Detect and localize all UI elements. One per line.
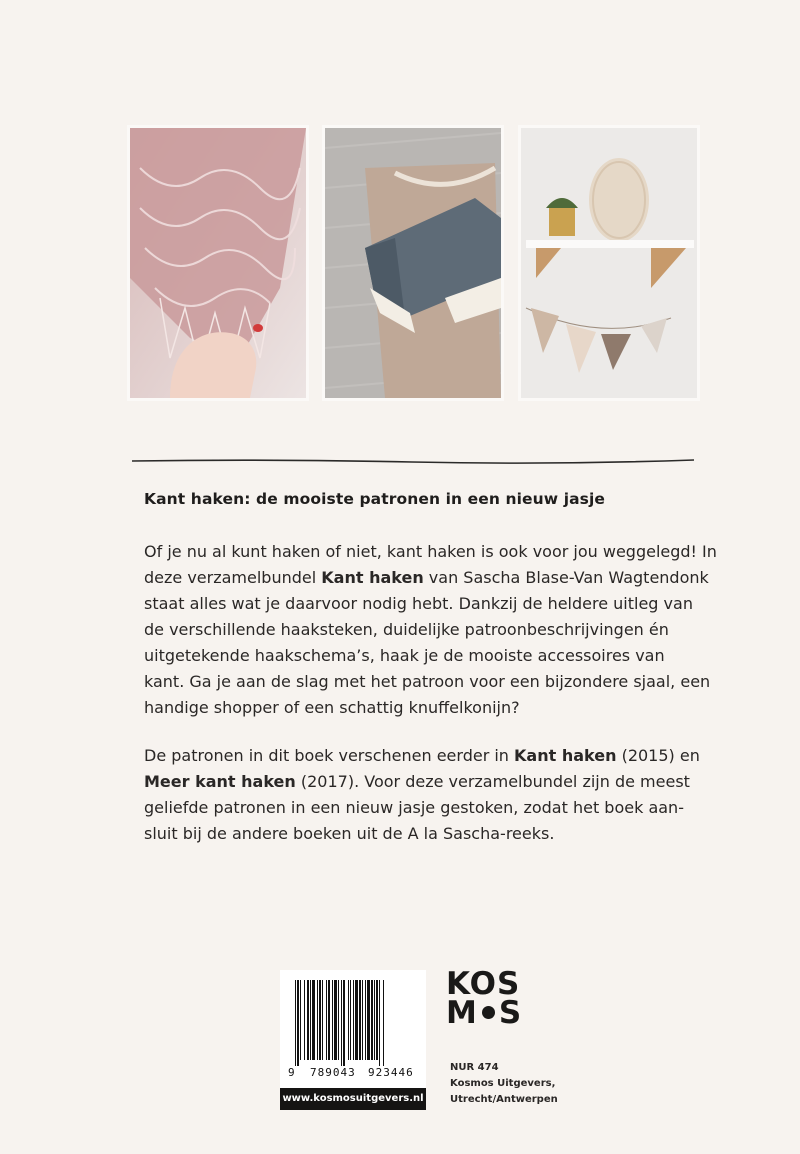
nur-code: NUR 474: [450, 1062, 499, 1073]
barcode-bars: [294, 980, 420, 1066]
barcode-bar: [328, 980, 330, 1060]
barcode-bar: [362, 980, 363, 1060]
barcode-bar: [343, 980, 345, 1066]
barcode-bar: [341, 980, 342, 1066]
crochet-lace-shawl-photo: [130, 128, 306, 398]
barcode-bar: [376, 980, 378, 1060]
publisher-url: www.kosmosuitgevers.nl: [280, 1088, 426, 1110]
barcode-bar: [359, 980, 361, 1060]
barcode-bar: [374, 980, 375, 1060]
barcode-bar: [379, 980, 380, 1066]
barcode-bar: [383, 980, 384, 1066]
barcode-bar: [322, 980, 323, 1060]
barcode-bar: [295, 980, 296, 1066]
barcode-bar: [297, 980, 299, 1066]
barcode-bar: [307, 980, 309, 1060]
isbn-right-group: 923446: [368, 1066, 414, 1079]
kosmos-logo: KOS M S: [446, 966, 523, 1031]
barcode-bar: [355, 980, 358, 1060]
description-paragraph-1: Of je nu al kunt haken of niet, kant haken is ook voor jou weggelegd! In deze verzamelbundel Kant haken van Sascha Blase-Van Wagtendonk staat alles wat je daarvoor nodig hebt. Dankzij de heldere uitleg van de verschillende haaksteken, duidelijke patroonbeschrijvingen én uitgetekende haakschema’s, haak je de mooiste accessoires van kant. Ga je aan de slag met het patroon voor een bijzondere sjaal, een handige shopper of een schattig knuffelkonijn?: [144, 542, 717, 717]
barcode-bar: [334, 980, 337, 1060]
barcode-bar: [348, 980, 349, 1060]
publisher-name: Kosmos Uitgevers,: [450, 1078, 556, 1089]
barcode-bar: [304, 980, 305, 1060]
isbn-prefix: 9: [288, 1066, 295, 1079]
publisher-city: Utrecht/Antwerpen: [450, 1094, 558, 1105]
barcode-bar: [332, 980, 333, 1060]
barcode-bar: [326, 980, 327, 1060]
description-paragraph-2: De patronen in dit boek verschenen eerder in Kant haken (2015) en Meer kant haken (2017). Voor deze verzamelbundel zijn de meest geliefde patronen in een nieuw jasje gestoken, zodat het boek aan- sluit bij de andere boeken uit de A la Sascha-reeks.: [144, 746, 700, 843]
isbn-barcode: [280, 970, 426, 1110]
wall-shelf-bunting-photo: [521, 128, 697, 398]
barcode-bar: [300, 980, 301, 1060]
barcode-bar: [353, 980, 354, 1060]
section-divider: [132, 456, 694, 468]
barcode-bar: [338, 980, 339, 1060]
barcode-bar: [350, 980, 351, 1060]
isbn-left-group: 789043: [310, 1066, 356, 1079]
barcode-bar: [310, 980, 311, 1060]
publisher-imprint: [450, 1060, 558, 1108]
barcode-bar: [317, 980, 318, 1060]
barcode-bar: [319, 980, 321, 1060]
page-title: Kant haken: de mooiste patronen in een nieuw jasje: [144, 490, 606, 508]
barcode-bar: [367, 980, 370, 1060]
barcode-bar: [371, 980, 373, 1060]
folded-knitwear-photo: [325, 128, 501, 398]
logo-dot-icon: [482, 1006, 495, 1019]
barcode-bar: [365, 980, 366, 1060]
barcode-bar: [312, 980, 315, 1060]
